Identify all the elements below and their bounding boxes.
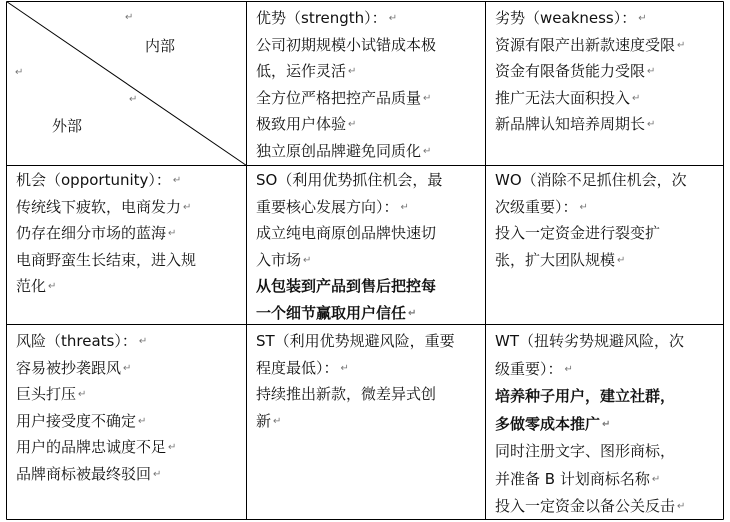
paragraph-mark: ↵	[423, 92, 432, 104]
cell-line	[16, 435, 176, 460]
threats-cell	[16, 329, 244, 519]
cell-line	[16, 382, 86, 407]
cell-line	[16, 195, 191, 220]
strength-cell	[256, 6, 484, 164]
cell-line	[495, 439, 675, 464]
cell-line-text: 投入一定资金进行裂变扩	[495, 224, 661, 242]
paragraph-mark: ↵	[183, 201, 192, 213]
cell-line-text: 新	[256, 411, 272, 430]
paragraph-mark: ↵	[15, 67, 24, 78]
cell-line	[495, 59, 655, 84]
cell-title-text: 风险（threats）：	[16, 332, 137, 350]
paragraph-mark: ↵	[677, 39, 686, 51]
cell-line-text: 品牌商标被最终驳回	[16, 464, 152, 483]
cell-line-text: 巨头打压	[16, 385, 77, 403]
cell-line	[495, 221, 660, 246]
cell-line	[495, 112, 655, 137]
cell-title	[495, 329, 684, 354]
cell-line	[16, 409, 146, 434]
cell-line	[256, 301, 416, 326]
cell-line	[495, 467, 660, 492]
cell-title-text: WT（扭转劣势规避风险，次	[495, 332, 684, 350]
cell-line-text: 资源有限产出新款速度受限	[495, 35, 676, 54]
paragraph-mark: ↵	[400, 201, 409, 213]
weakness-cell	[495, 6, 723, 164]
paragraph-mark: ↵	[408, 307, 417, 319]
cell-line-text: 公司初期规模小试错成本极	[256, 35, 437, 54]
cell-line	[495, 357, 573, 382]
cell-line	[495, 248, 625, 273]
cell-line-text: 从包装到产品到售后把控每	[256, 277, 437, 295]
cell-title-text: ST（利用优势规避风险，重要	[256, 332, 455, 350]
paragraph-mark: ↵	[125, 12, 134, 23]
so-strategy-cell	[256, 168, 484, 323]
cell-title	[256, 168, 442, 193]
cell-line	[256, 86, 431, 111]
cell-line-text: 重要核心发展方向）：	[256, 197, 399, 216]
paragraph-mark: ↵	[168, 442, 177, 453]
cell-line	[495, 494, 685, 519]
cell-line	[16, 248, 196, 273]
cell-title	[256, 6, 397, 31]
cell-line-text: 级重要）：	[495, 359, 563, 378]
cell-line-text: 多做零成本推广	[495, 414, 601, 433]
paragraph-mark: ↵	[602, 418, 611, 430]
inner-label: 内部	[145, 37, 176, 55]
cell-line	[495, 384, 675, 409]
cell-line-text: 容易被抄袭跟风	[16, 358, 122, 377]
paragraph-mark: ↵	[647, 119, 656, 130]
cell-line-text: 次级重要）：	[495, 197, 578, 216]
cell-title	[16, 329, 147, 354]
cell-line-text: 资金有限备货能力受限	[495, 62, 646, 80]
cell-line	[256, 112, 356, 137]
paragraph-mark: ↵	[632, 92, 641, 104]
cell-line	[256, 274, 436, 299]
cell-line-text: 培养种子用户，建立社群，	[495, 387, 676, 405]
paragraph-mark: ↵	[48, 281, 57, 292]
paragraph-mark: ↵	[273, 415, 282, 427]
cell-line	[256, 356, 349, 381]
cell-line-text: 低，运作灵活	[256, 62, 347, 80]
paragraph-mark: ↵	[579, 201, 588, 213]
paragraph-mark: ↵	[138, 336, 148, 347]
cell-line-text: 用户接受度不确定	[16, 411, 137, 430]
cell-line-text: 范化	[16, 277, 47, 295]
cell-line	[16, 274, 56, 299]
paragraph-mark: ↵	[388, 13, 398, 24]
paragraph-mark: ↵	[647, 66, 656, 77]
paragraph-mark: ↵	[129, 94, 138, 105]
cell-title	[256, 329, 455, 354]
cell-line	[495, 33, 685, 58]
wt-strategy-cell	[495, 329, 723, 519]
opportunity-cell	[16, 168, 244, 323]
cell-line	[495, 195, 588, 220]
cell-line-text: 极致用户体验	[256, 115, 347, 133]
cell-line-text: 持续推出新款，微差异式创	[256, 385, 437, 403]
cell-line-text: 投入一定资金以备公关反击	[495, 497, 676, 515]
paragraph-mark: ↵	[340, 362, 349, 374]
paragraph-mark: ↵	[423, 145, 432, 157]
paragraph-mark: ↵	[348, 66, 357, 77]
cell-title-text: 劣势（weakness）：	[495, 9, 637, 27]
paragraph-mark: ↵	[564, 363, 573, 375]
cell-title-text: 机会（opportunity）：	[16, 171, 171, 189]
paragraph-mark: ↵	[651, 473, 661, 485]
cell-line-text: 同时注册文字、图形商标，	[495, 442, 676, 460]
paragraph-mark: ↵	[168, 228, 177, 239]
paragraph-mark: ↵	[617, 254, 626, 266]
paragraph-mark: ↵	[303, 254, 312, 266]
cell-line	[256, 59, 356, 84]
paragraph-mark: ↵	[638, 13, 647, 24]
paragraph-mark: ↵	[123, 362, 132, 374]
cell-line	[256, 221, 436, 246]
cell-line-text: 用户的品牌忠诚度不足	[16, 438, 167, 456]
cell-line	[256, 382, 436, 407]
cell-line-text: 程度最低）：	[256, 358, 339, 377]
cell-line-text: 电商野蛮生长结束，进入规	[16, 250, 197, 269]
header-corner-cell	[7, 2, 246, 165]
paragraph-mark: ↵	[138, 415, 147, 427]
cell-line	[256, 195, 409, 220]
cell-title	[16, 168, 181, 193]
paragraph-mark: ↵	[172, 175, 182, 186]
cell-line-text: 张，扩大团队规模	[495, 250, 616, 269]
paragraph-mark: ↵	[348, 119, 357, 130]
cell-line-text: 并准备 B 计划商标名称	[495, 469, 650, 488]
cell-title	[495, 6, 647, 31]
cell-line-text: 推广无法大面积投入	[495, 88, 631, 107]
cell-line	[256, 139, 431, 164]
wo-strategy-cell	[495, 168, 723, 323]
cell-line	[495, 412, 610, 437]
cell-line-text: 成立纯电商原创品牌快速切	[256, 224, 437, 242]
st-strategy-cell	[256, 329, 484, 519]
outer-label: 外部	[52, 117, 83, 135]
cell-line-text: 仍存在细分市场的蓝海	[16, 224, 167, 242]
cell-line-text: 全方位严格把控产品质量	[256, 88, 422, 107]
cell-line	[16, 462, 161, 487]
cell-line-text: 传统线下疲软，电商发力	[16, 197, 182, 216]
cell-line	[16, 221, 176, 246]
cell-line-text: 新品牌认知培养周期长	[495, 115, 646, 133]
cell-title-text: WO（消除不足抓住机会，次	[495, 171, 687, 189]
paragraph-mark: ↵	[153, 468, 162, 480]
cell-title	[495, 168, 687, 193]
paragraph-mark: ↵	[78, 389, 87, 400]
cell-line-text: 入市场	[256, 250, 302, 269]
paragraph-mark: ↵	[677, 501, 686, 512]
cell-line	[256, 409, 281, 434]
cell-line	[256, 33, 436, 58]
cell-title-text: 优势（strength）：	[256, 9, 387, 27]
cell-line	[256, 248, 311, 273]
cell-title-text: SO（利用优势抓住机会，最	[256, 171, 443, 189]
cell-line	[495, 86, 640, 111]
cell-line-text: 独立原创品牌避免同质化	[256, 141, 422, 160]
cell-line	[16, 356, 131, 381]
cell-line-text: 一个细节赢取用户信任	[256, 303, 407, 322]
